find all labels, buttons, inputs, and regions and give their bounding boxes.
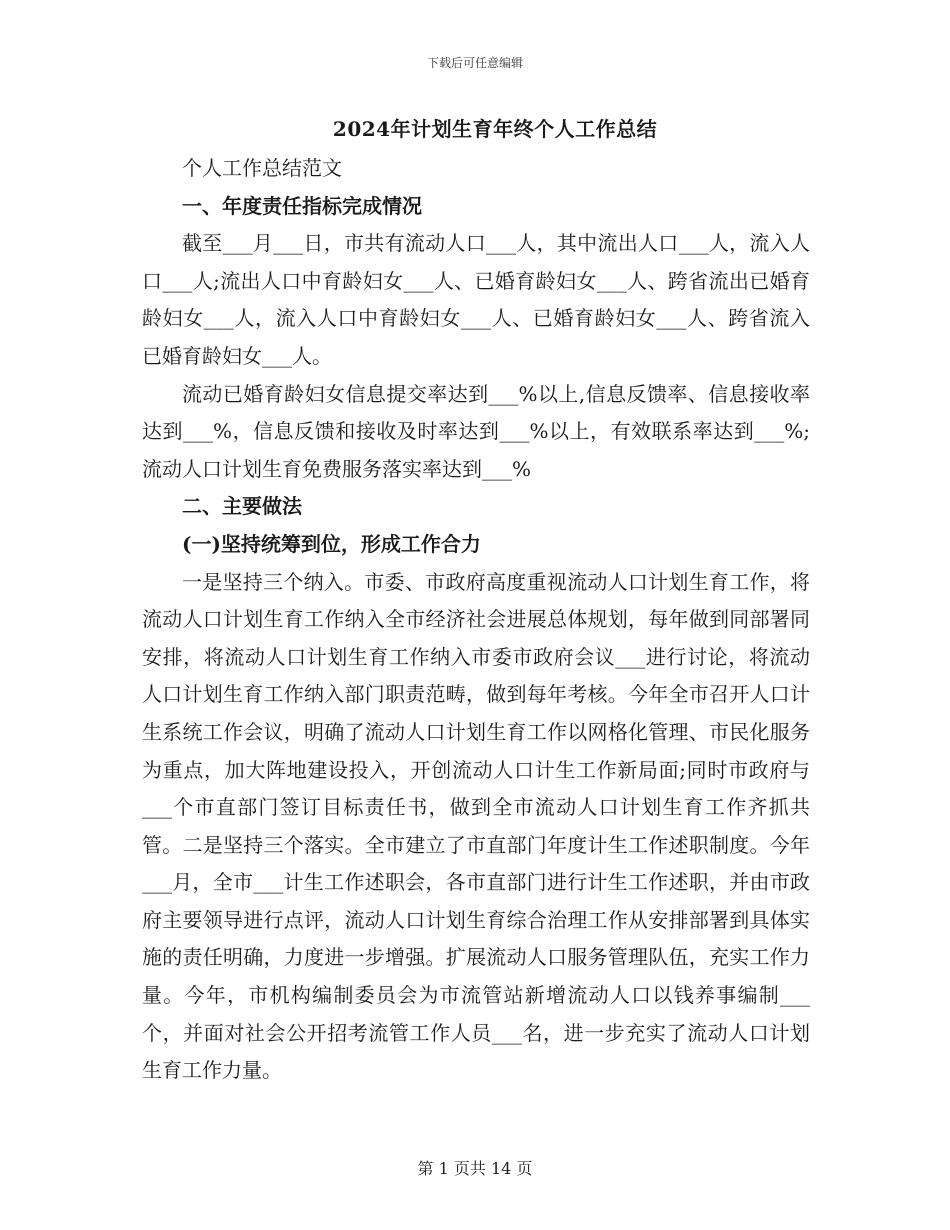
paragraph-population-stats: 截至___月___日，市共有流动人口___人，其中流出人口___人，流入人口___人;流出人口中育龄妇女___人、已婚育龄妇女___人、跨省流出已婚育龄妇女___人，流入人口中育龄妇女___人、已婚育龄妇女___人、跨省流入已婚育龄妇女___人。 xyxy=(142,231,810,368)
paragraph-main-measures: 一是坚持三个纳入。市委、市政府高度重视流动人口计划生育工作，将流动人口计划生育工作纳入全市经济社会进展总体规划，每年做到同部署同安排，将流动人口计划生育工作纳入市委市政府会议___进行讨论，将流动人口计划生育工作纳入部门职责范畴，做到每年考核。今年全市召开人口计生系统工作会议，明确了流动人口计划生育工作以网格化管理、市民化服务为重点，加大阵地建设投入，开创流动人口计生工作新局面;同时市政府与___个市直部门签订目标责任书，做到全市流动人口计划生育工作齐抓共管。二是坚持三个落实。全市建立了市直部门年度计生工作述职制度。今年___月，全市___计生工作述职会，各市直部门进行计生工作述职，并由市政府主要领导进行点评，流动人口计划生育综合治理工作从安排部署到具体实施的责任明确，力度进一步增强。扩展流动人口服务管理队伍，充实工作力量。今年，市机构编制委员会为市流管站新增流动人口以钱养事编制___个，并面对社会公开招考流管工作人员___名，进一步充实了流动人口计划生育工作力量。 xyxy=(142,569,810,1083)
page-footer: 第 1 页共 14 页 xyxy=(417,1159,533,1178)
document-title: 2024年计划生育年终个人工作总结 xyxy=(332,117,658,141)
subsection-heading-1: (一)坚持统筹到位，形成工作合力 xyxy=(182,531,481,556)
document-body xyxy=(142,150,810,1090)
section-heading-2: 二、主要做法 xyxy=(182,494,302,519)
header-note: 下载后可任意编辑 xyxy=(426,56,523,70)
paragraph-subtitle: 个人工作总结范文 xyxy=(182,156,342,180)
paragraph-info-rates: 流动已婚育龄妇女信息提交率达到___%以上,信息反馈率、信息接收率达到___%，信息反馈和接收及时率达到___%以上，有效联系率达到___%;流动人口计划生育免费服务落实率达到___% xyxy=(142,381,810,481)
section-heading-1: 一、年度责任指标完成情况 xyxy=(182,193,422,218)
